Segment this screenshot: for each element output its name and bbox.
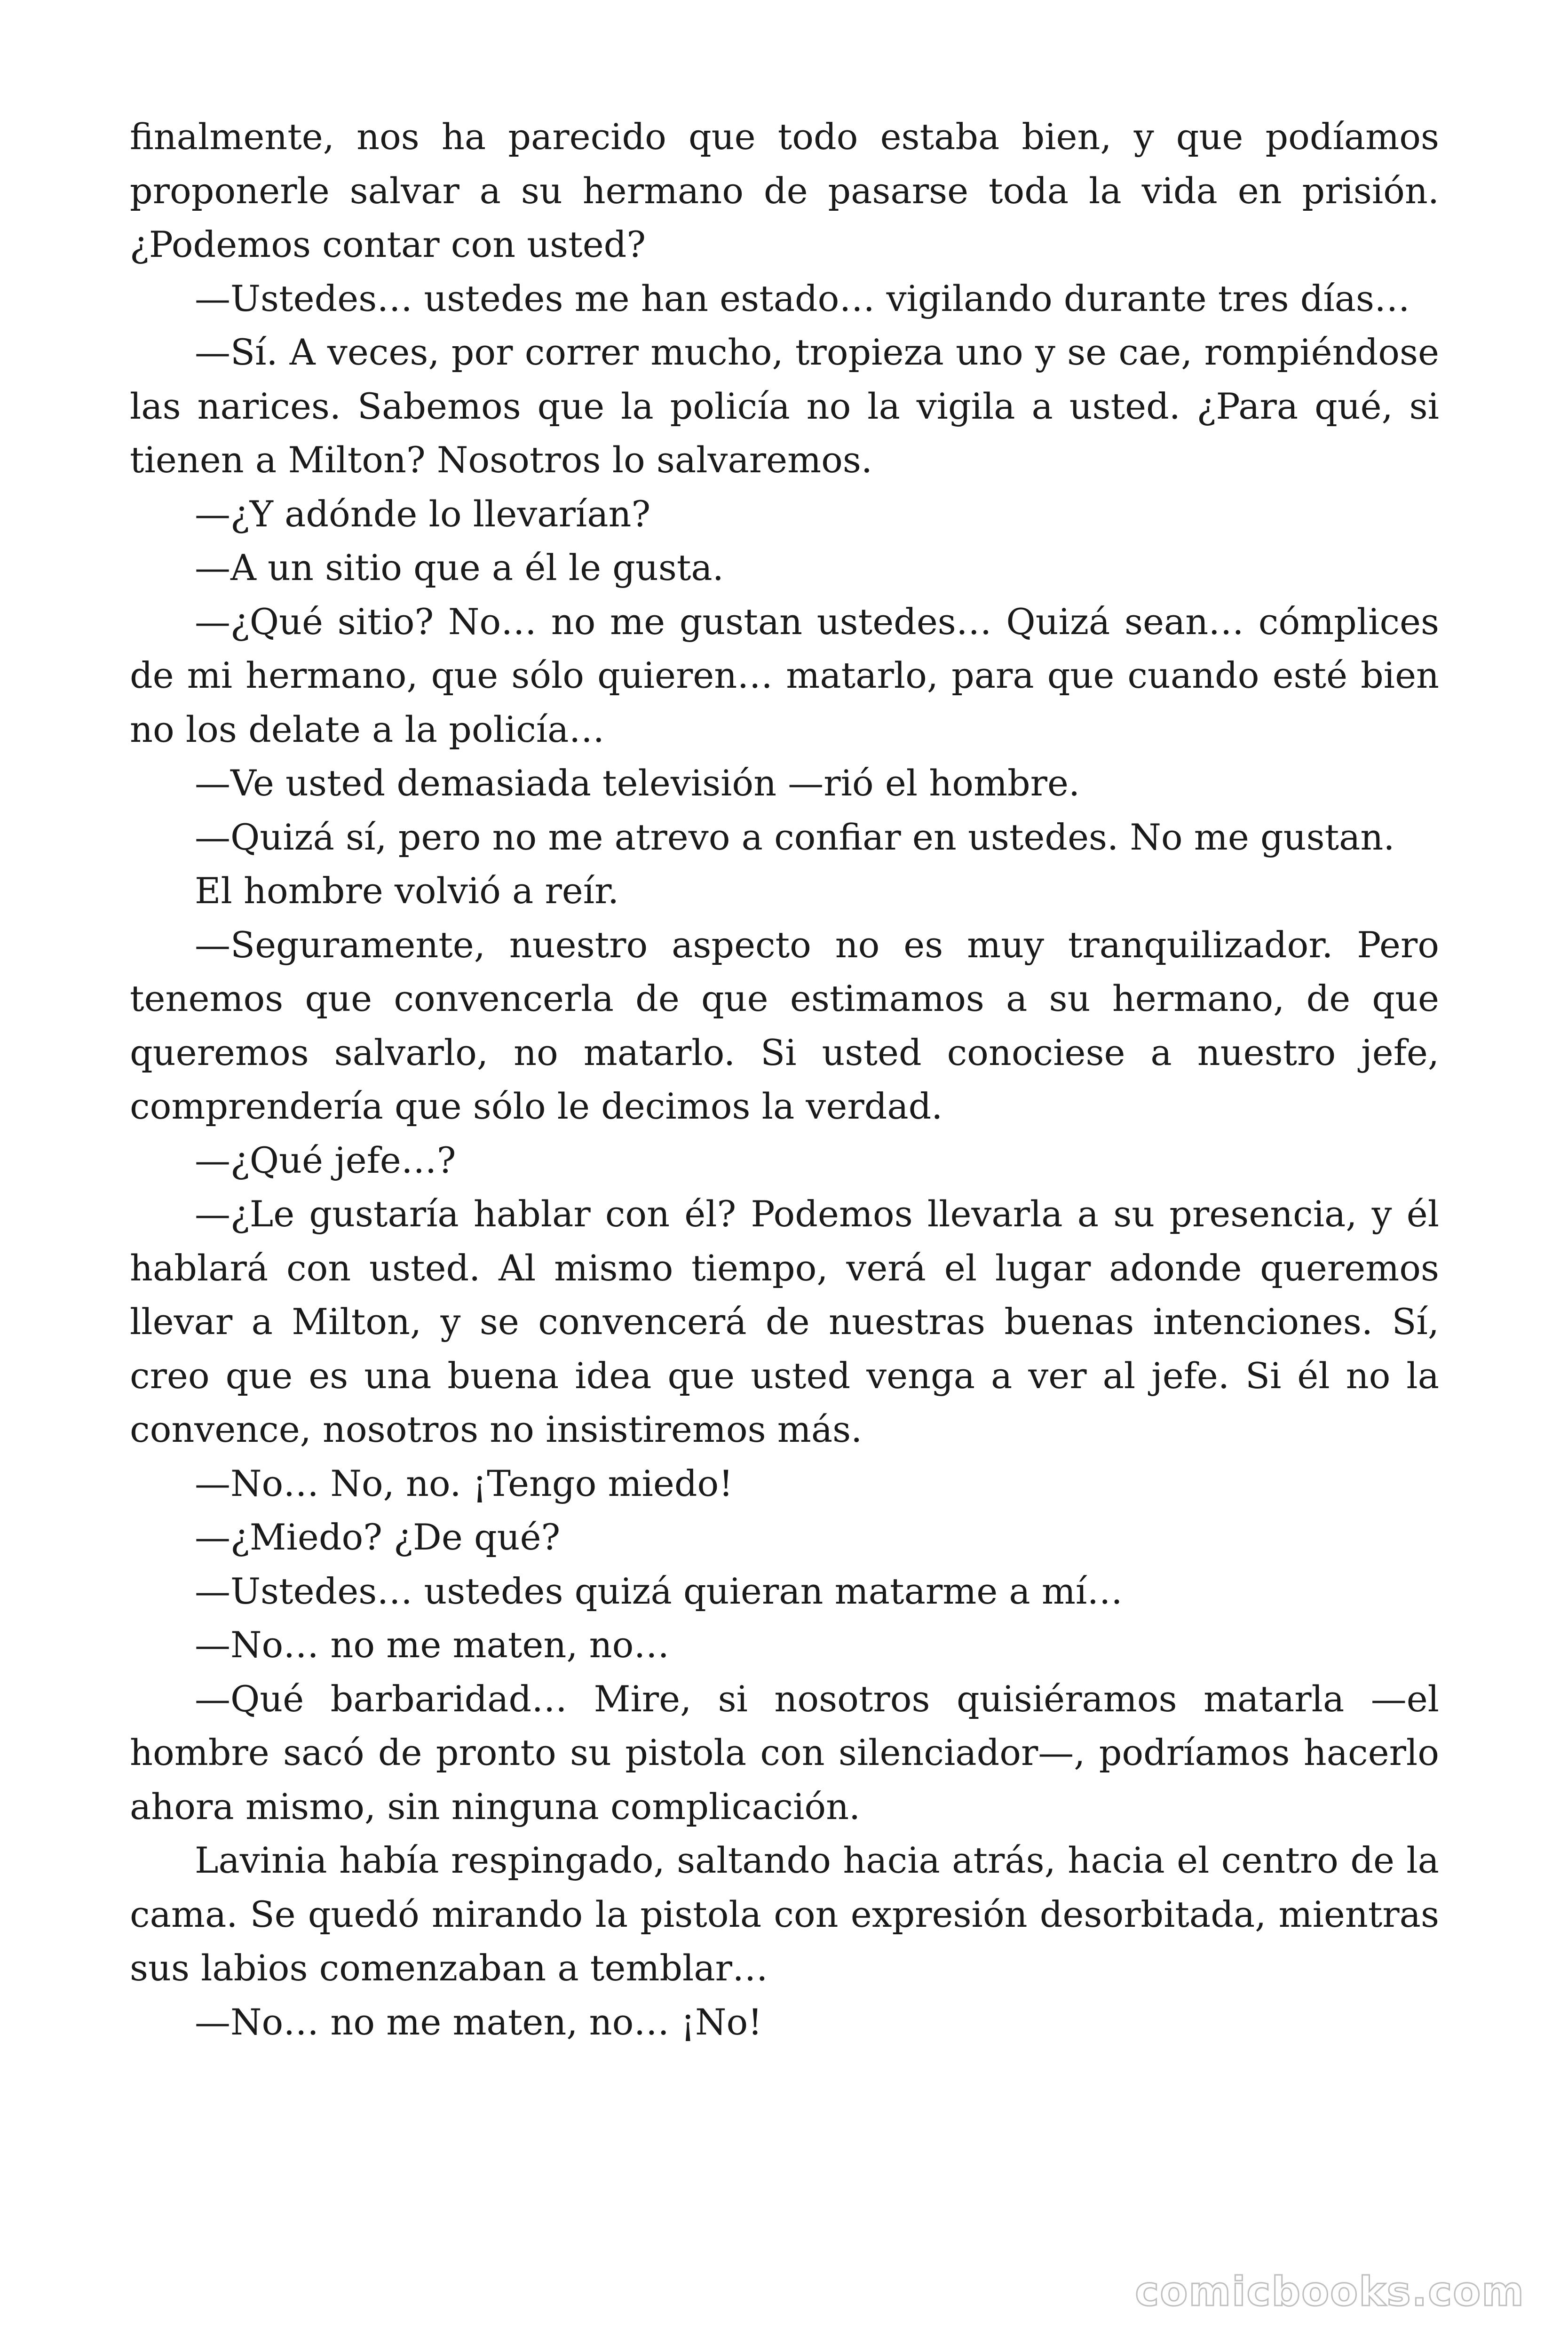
paragraph: —A un sitio que a él le gusta. xyxy=(195,547,724,588)
paragraph: —Quizá sí, pero no me atrevo a confiar en ustedes. No me gustan. xyxy=(195,816,1395,858)
paragraph: —Ustedes… ustedes me han estado… vigilando durante tres días… xyxy=(195,277,1410,319)
watermark: comicbooks.com xyxy=(1135,2268,1525,2315)
paragraph: —Ustedes… ustedes quizá quieran matarme a mí… xyxy=(195,1570,1123,1612)
paragraph: —No… no me maten, no… ¡No! xyxy=(195,2001,762,2043)
paragraph: —¿Qué jefe…? xyxy=(195,1139,456,1181)
paragraph: —No… no me maten, no… xyxy=(195,1624,670,1666)
paragraph: —¿Y adónde lo llevarían? xyxy=(195,493,651,535)
paragraph: —Ve usted demasiada televisión —rió el hombre. xyxy=(195,762,1080,804)
paragraph: —¿Miedo? ¿De qué? xyxy=(195,1516,561,1558)
paragraph: El hombre volvió a reír. xyxy=(195,870,619,912)
paragraph: —Qué barbaridad… Mire, si nosotros quisiéramos matarla —el hombre sacó de pronto su pistola con silenciador—, podríamos hacerlo ahora mismo, sin ninguna complicación. xyxy=(130,1677,1439,1828)
paragraph: —¿Le gustaría hablar con él? Podemos llevarla a su presencia, y él hablará con usted. Al mismo tiempo, verá el lugar adonde queremos llevar a Milton, y se convencerá de nuestras buenas intenciones. Sí, creo que es una buena idea que usted venga a ver al jefe. Si él no la convence, nosotros no insistiremos más. xyxy=(130,1193,1439,1450)
paragraph: —¿Qué sitio? No… no me gustan ustedes… Quizá sean… cómplices de mi hermano, que sólo quieren… matarlo, para que cuando esté bien no los delate a la policía… xyxy=(130,600,1439,750)
paragraph: finalmente, nos ha parecido que todo estaba bien, y que podíamos proponerle salvar a su hermano de pasarse toda la vida en prisión. ¿Podemos contar con usted? xyxy=(130,116,1439,265)
paragraph: —Seguramente, nuestro aspecto no es muy tranquilizador. Pero tenemos que convencerla de que estimamos a su hermano, de que queremos salvarlo, no matarlo. Si usted conociese a nuestro jefe, comprendería que sólo le decimos la verdad. xyxy=(130,923,1439,1127)
body-text xyxy=(130,110,1439,2049)
paragraph: —No… No, no. ¡Tengo miedo! xyxy=(195,1462,733,1504)
paragraph: Lavinia había respingado, saltando hacia atrás, hacia el centro de la cama. Se quedó mirando la pistola con expresión desorbitada, mientras sus labios comenzaban a temblar… xyxy=(130,1839,1439,1989)
paragraph: —Sí. A veces, por correr mucho, tropieza uno y se cae, rompiéndose las narices. Sabemos que la policía no la vigila a usted. ¿Para qué, si tienen a Milton? Nosotros lo salvaremos. xyxy=(130,331,1439,481)
